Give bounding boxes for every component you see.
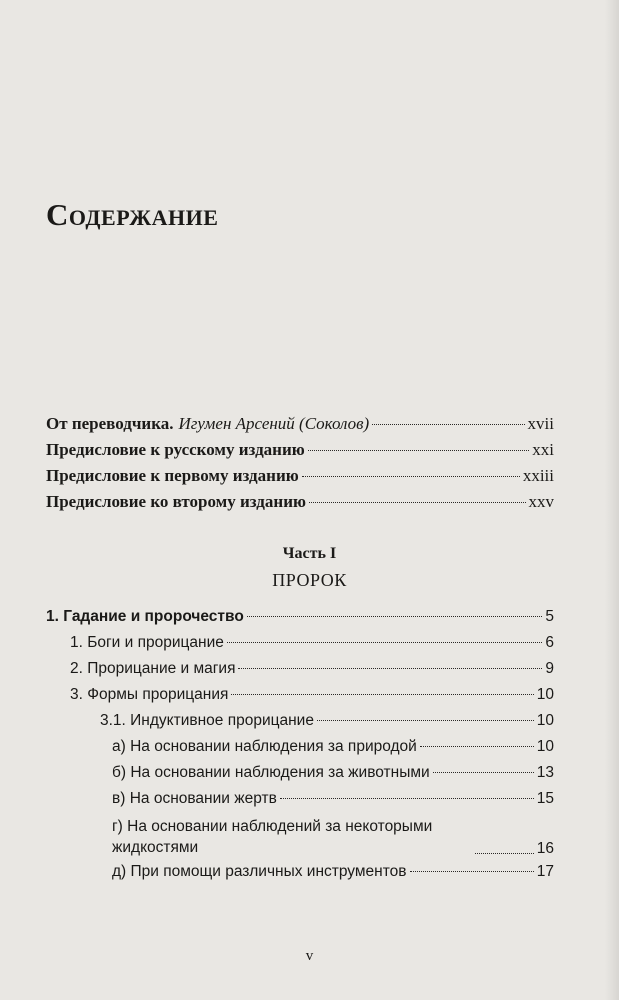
toc-entry-page: xxi	[532, 440, 554, 459]
toc-entry-title: б) На основании наблюдения за животными	[112, 764, 430, 781]
toc-entry-page: 10	[536, 686, 554, 703]
toc-entry-title: 3.1. Индуктивное прорицание	[100, 712, 314, 729]
toc-entry-page: xvii	[527, 414, 554, 433]
leader-dots	[433, 772, 534, 773]
leader-dots	[280, 798, 534, 799]
leader-dots	[372, 424, 524, 425]
toc-entry-page: 16	[536, 840, 554, 857]
toc-entry-title: д) При помощи различных инструментов	[112, 863, 407, 880]
toc-entry-title: в) На основании жертв	[112, 790, 277, 807]
toc-entry-title: 3. Формы прорицания	[70, 686, 229, 703]
toc-entry	[46, 414, 554, 440]
part-label: Часть I	[282, 545, 337, 562]
toc-entry-title: г) На основании наблюдений за некоторыми жидкостями	[112, 818, 433, 856]
toc-subsection	[46, 712, 554, 738]
toc-section	[46, 634, 554, 660]
leader-dots	[475, 853, 534, 854]
page-edge	[605, 0, 619, 1000]
leader-dots	[231, 694, 533, 695]
toc-entry-title: 2. Прорицание и магия	[70, 660, 236, 677]
leader-dots	[410, 871, 534, 872]
toc-entry-page: 10	[536, 712, 554, 729]
leader-dots	[309, 502, 526, 503]
toc-entry-page: 5	[545, 608, 554, 625]
toc-section	[46, 686, 554, 712]
leader-dots	[308, 450, 530, 451]
toc-entry-title: Предисловие ко второму изданию	[46, 492, 306, 511]
toc-entry-author: Игумен Арсений (Соколов)	[178, 414, 370, 433]
part-title: ПРОРОК	[272, 570, 347, 590]
toc-item	[46, 764, 554, 790]
leader-dots	[227, 642, 543, 643]
chapter-list	[46, 608, 554, 889]
toc-entry-page: 17	[536, 863, 554, 880]
leader-dots	[238, 668, 542, 669]
toc-entry-title: Предисловие к русскому изданию	[46, 440, 305, 459]
page-title: Содержание	[46, 197, 219, 232]
leader-dots	[302, 476, 520, 477]
toc-entry-page: 10	[536, 738, 554, 755]
toc-item	[46, 790, 554, 816]
toc-section	[46, 660, 554, 686]
toc-item	[46, 816, 554, 858]
toc-entry-page: xxv	[528, 492, 554, 511]
leader-dots	[247, 616, 543, 617]
toc-chapter	[46, 608, 554, 634]
leader-dots	[420, 746, 534, 747]
toc-entry-page: 9	[545, 660, 554, 677]
toc-entry-title: 1. Гадание и пророчество	[46, 608, 244, 625]
toc-entry-page: 6	[545, 634, 554, 651]
toc-entry-title: 1. Боги и прорицание	[70, 634, 224, 651]
toc-item	[46, 738, 554, 764]
toc-entry-page: 15	[536, 790, 554, 807]
toc-entry	[46, 440, 554, 466]
toc-item	[46, 863, 554, 889]
toc-entry-title: а) На основании наблюдения за природой	[112, 738, 417, 755]
toc-entry-page: xxiii	[522, 466, 554, 485]
toc-entry-title: Предисловие к первому изданию	[46, 466, 299, 485]
toc-entry-title: От переводчика.	[46, 414, 174, 433]
front-matter-list	[46, 414, 554, 518]
toc-entry	[46, 466, 554, 492]
leader-dots	[317, 720, 534, 721]
toc-entry-page: 13	[536, 764, 554, 781]
toc-entry	[46, 492, 554, 518]
page-number: v	[305, 948, 314, 964]
